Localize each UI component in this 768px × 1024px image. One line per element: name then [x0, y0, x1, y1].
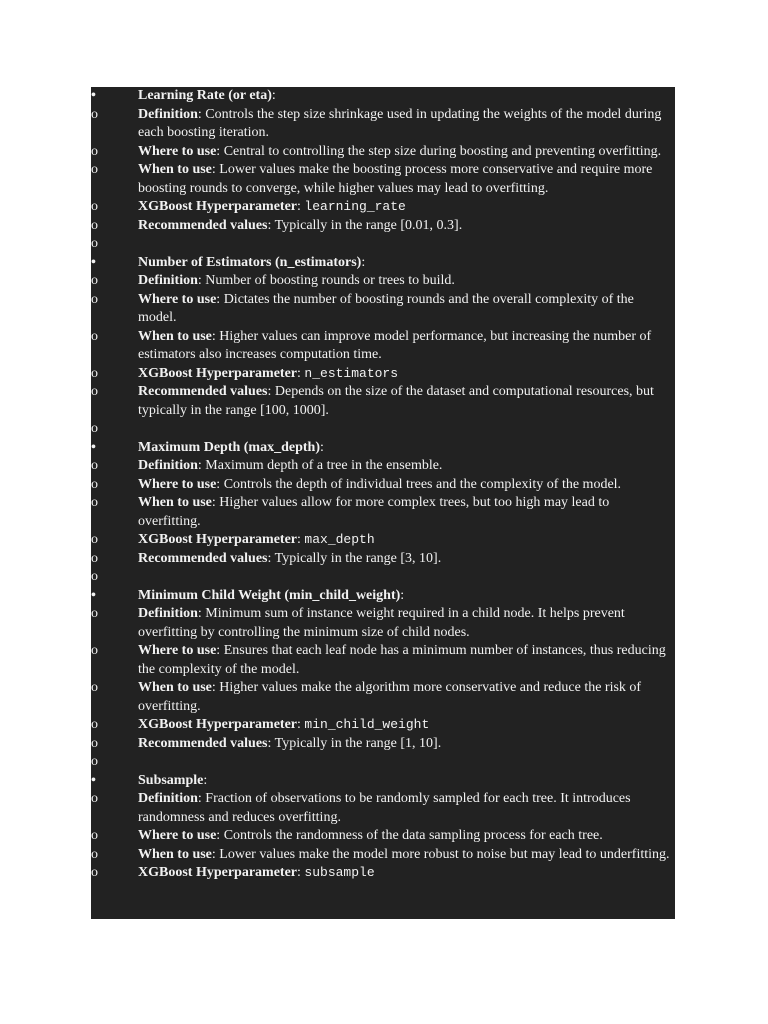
param-value: min_child_weight — [304, 717, 430, 732]
sub-bullet-marker: o — [91, 717, 98, 732]
sub-item-when: o When to use: Lower values make the model more robust to noise but may lead to underfitting. — [91, 846, 675, 865]
sub-bullet-marker: o — [91, 384, 98, 399]
sub-bullet-marker: o — [91, 476, 98, 492]
where-text: Controls the depth of individual trees and the complexity of the model. — [223, 476, 622, 492]
sub-bullet-marker: o — [91, 458, 98, 473]
sub-item-where: o Where to use: Ensures that each leaf node has a minimum number of instances, thus reducing the complexity of the model. — [91, 643, 666, 677]
where-label: Where to use — [138, 643, 217, 658]
recommended-label: Recommended values — [138, 384, 268, 399]
param-value: max_depth — [304, 532, 375, 547]
sub-bullet-marker: o — [91, 754, 98, 769]
sub-bullet-marker: o — [91, 828, 98, 843]
sub-bullet-marker: o — [91, 365, 98, 381]
sub-item-param: o XGBoost Hyperparameter: learning_rate — [91, 198, 675, 217]
sub-bullet-marker: o — [91, 865, 98, 880]
recommended-text: Typically in the range [0.01, 0.3]. — [274, 217, 463, 233]
definition-text: Number of boosting rounds or trees to build. — [205, 273, 455, 288]
when-text: Higher values can improve model performance, but increasing the number of estimators also increases computation time. — [138, 328, 652, 362]
when-label: When to use — [138, 328, 212, 344]
when-text: Higher values make the algorithm more conservative and reduce the risk of overfitting. — [138, 680, 642, 714]
sub-bullet-marker: o — [91, 569, 98, 584]
sub-bullet-marker: o — [91, 236, 98, 251]
document-block — [91, 87, 675, 919]
sub-item-definition: o Definition: Fraction of observations to be randomly sampled for each tree. It introduces randomness and reduces overfitting. — [91, 791, 631, 825]
when-text: Lower values make the model more robust to noise but may lead to underfitting. — [219, 846, 670, 862]
empty-sub-item — [91, 420, 675, 439]
recommended-text: Typically in the range [3, 10]. — [274, 550, 442, 566]
sub-item-definition: o Definition: Controls the step size shrinkage used in updating the weights of the model during each boosting iteration. — [91, 106, 662, 140]
definition-label: Definition — [138, 791, 198, 806]
definition-label: Definition — [138, 106, 198, 122]
where-label: Where to use — [138, 291, 217, 307]
when-label: When to use — [138, 495, 212, 510]
definition-text: Fraction of observations to be randomly sampled for each tree. It introduces randomness and reduces overfitting. — [138, 791, 631, 825]
where-text: Controls the randomness of the data sampling process for each tree. — [223, 828, 603, 843]
sub-item-when: o When to use: Higher values allow for more complex trees, but too high may lead to overfitting. — [91, 495, 610, 529]
bullet-marker: • — [91, 439, 96, 455]
sub-bullet-marker: o — [91, 106, 98, 122]
recommended-label: Recommended values — [138, 550, 268, 566]
definition-text: Controls the step size shrinkage used in updating the weights of the model during each boosting iteration. — [138, 106, 662, 140]
section-title: Maximum Depth (max_depth) — [138, 439, 320, 455]
where-label: Where to use — [138, 476, 217, 492]
section-heading: • Minimum Child Weight (min_child_weight): — [91, 587, 675, 606]
sub-bullet-marker: o — [91, 143, 98, 159]
sub-item-param: o XGBoost Hyperparameter: subsample — [91, 864, 675, 883]
sub-bullet-marker: o — [91, 421, 98, 436]
param-label: XGBoost Hyperparameter — [138, 717, 298, 732]
sub-item-where: o Where to use: Dictates the number of boosting rounds and the overall complexity of the model. — [91, 291, 634, 325]
sub-item-where: o Where to use: Controls the depth of individual trees and the complexity of the model. — [91, 476, 675, 495]
empty-sub-item — [91, 568, 675, 587]
sub-item-where: o Where to use: Controls the randomness of the data sampling process for each tree. — [91, 827, 675, 846]
section-title: Subsample — [138, 772, 204, 788]
when-text: Higher values allow for more complex trees, but too high may lead to overfitting. — [138, 495, 610, 529]
sub-bullet-marker: o — [91, 495, 98, 510]
definition-text: Maximum depth of a tree in the ensemble. — [205, 458, 443, 473]
sub-bullet-marker: o — [91, 735, 98, 751]
section-heading: • Maximum Depth (max_depth): — [91, 439, 675, 458]
recommended-text: Depends on the size of the dataset and computational resources, but typically in the range [100, 1000]. — [138, 384, 654, 418]
when-label: When to use — [138, 680, 212, 695]
sub-item-when: o When to use: Higher values make the algorithm more conservative and reduce the risk of overfitting. — [91, 680, 642, 714]
param-value: n_estimators — [304, 365, 399, 381]
where-text: Ensures that each leaf node has a minimum number of instances, thus reducing the complexity of the model. — [138, 643, 666, 677]
sub-bullet-marker: o — [91, 643, 98, 658]
sub-item-recommended: o Recommended values: Typically in the range [3, 10]. — [91, 550, 675, 569]
param-label: XGBoost Hyperparameter — [138, 532, 298, 547]
where-text: Central to controlling the step size during boosting and preventing overfitting. — [223, 143, 662, 159]
sub-bullet-marker: o — [91, 217, 98, 233]
bullet-marker: • — [91, 587, 96, 603]
sub-bullet-marker: o — [91, 550, 98, 566]
sub-bullet-marker: o — [91, 532, 98, 547]
definition-label: Definition — [138, 606, 198, 621]
where-label: Where to use — [138, 143, 217, 159]
sub-item-definition: o Definition: Minimum sum of instance weight required in a child node. It helps prevent overfitting by controlling the minimum size of child nodes. — [91, 606, 625, 640]
bullet-marker: • — [91, 88, 96, 103]
sub-bullet-marker: o — [91, 291, 98, 307]
definition-label: Definition — [138, 458, 198, 473]
when-label: When to use — [138, 162, 212, 177]
section-heading: • Learning Rate (or eta): — [91, 87, 675, 106]
param-value: learning_rate — [304, 199, 406, 214]
sub-item-when: o When to use: Lower values make the boosting process more conservative and require more boosting rounds to converge, while higher values may lead to overfitting. — [91, 162, 653, 196]
sub-bullet-marker: o — [91, 680, 98, 695]
section-heading: • Number of Estimators (n_estimators): — [91, 254, 675, 273]
where-text: Dictates the number of boosting rounds and the overall complexity of the model. — [138, 291, 634, 325]
bullet-marker: • — [91, 254, 96, 270]
definition-text: Minimum sum of instance weight required in a child node. It helps prevent overfitting by controlling the minimum size of child nodes. — [138, 606, 625, 640]
sub-bullet-marker: o — [91, 846, 98, 862]
sub-bullet-marker: o — [91, 199, 98, 214]
when-text: Lower values make the boosting process more conservative and require more boosting rounds to converge, while higher values may lead to overfitting. — [138, 162, 653, 196]
section-title: Number of Estimators (n_estimators) — [138, 254, 362, 270]
empty-sub-item — [91, 753, 675, 772]
sub-item-definition: o Definition: Maximum depth of a tree in the ensemble. — [91, 457, 675, 476]
sub-bullet-marker: o — [91, 606, 98, 621]
sub-bullet-marker: o — [91, 162, 98, 177]
definition-label: Definition — [138, 273, 198, 288]
param-label: XGBoost Hyperparameter — [138, 365, 298, 381]
empty-sub-item — [91, 235, 675, 254]
sub-item-where: o Where to use: Central to controlling the step size during boosting and preventing overfitting. — [91, 143, 675, 162]
when-label: When to use — [138, 846, 212, 862]
section-title: Learning Rate (or eta) — [138, 88, 272, 103]
sub-item-when: o When to use: Higher values can improve model performance, but increasing the number of estimators also increases computation time. — [91, 328, 652, 362]
recommended-label: Recommended values — [138, 735, 268, 751]
sub-item-recommended: o Recommended values: Typically in the range [0.01, 0.3]. — [91, 217, 675, 236]
param-label: XGBoost Hyperparameter — [138, 199, 298, 214]
sub-item-recommended: o Recommended values: Depends on the size of the dataset and computational resources, but typically in the range [100, 1000]. — [91, 384, 654, 418]
sub-item-definition: o Definition: Number of boosting rounds or trees to build. — [91, 272, 675, 291]
section-title: Minimum Child Weight (min_child_weight) — [138, 587, 401, 603]
sub-bullet-marker: o — [91, 273, 98, 288]
recommended-text: Typically in the range [1, 10]. — [274, 735, 442, 751]
section-heading: • Subsample: — [91, 772, 675, 791]
sub-item-param: o XGBoost Hyperparameter: max_depth — [91, 531, 675, 550]
sub-item-param: o XGBoost Hyperparameter: min_child_weight — [91, 716, 675, 735]
recommended-label: Recommended values — [138, 217, 268, 233]
sub-item-recommended: o Recommended values: Typically in the range [1, 10]. — [91, 735, 675, 754]
where-label: Where to use — [138, 828, 217, 843]
param-value: subsample — [304, 865, 375, 880]
sub-bullet-marker: o — [91, 791, 98, 806]
bullet-marker: • — [91, 772, 96, 788]
sub-bullet-marker: o — [91, 328, 98, 344]
param-label: XGBoost Hyperparameter — [138, 865, 298, 880]
sub-item-param: o XGBoost Hyperparameter: n_estimators — [91, 365, 675, 384]
